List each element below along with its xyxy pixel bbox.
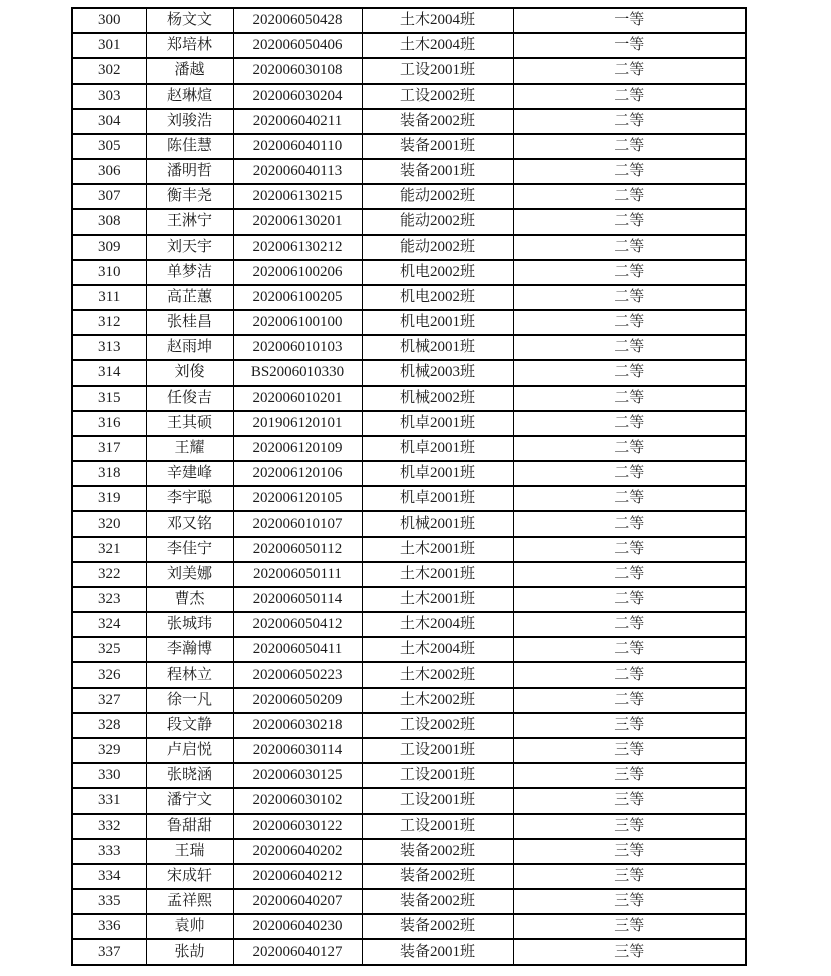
cell-award-level: 二等	[513, 335, 746, 360]
cell-student-id: 202006030102	[233, 788, 362, 813]
cell-class-name: 土木2004班	[362, 637, 513, 662]
cell-student-id: 202006010107	[233, 511, 362, 536]
table-row	[72, 738, 746, 763]
cell-class-name: 能动2002班	[362, 235, 513, 260]
cell-serial-number: 309	[72, 235, 146, 260]
cell-student-id: 202006050428	[233, 8, 362, 33]
cell-serial-number: 335	[72, 889, 146, 914]
table-row	[72, 360, 746, 385]
cell-class-name: 机械2002班	[362, 386, 513, 411]
table-row	[72, 889, 746, 914]
table-row	[72, 8, 746, 33]
cell-student-id: 202006130215	[233, 184, 362, 209]
cell-award-level: 二等	[513, 587, 746, 612]
cell-award-level: 三等	[513, 713, 746, 738]
cell-serial-number: 337	[72, 939, 146, 965]
cell-student-name: 衡丰尧	[146, 184, 233, 209]
table-row	[72, 587, 746, 612]
cell-class-name: 机械2003班	[362, 360, 513, 385]
cell-serial-number: 322	[72, 562, 146, 587]
cell-class-name: 工设2001班	[362, 763, 513, 788]
cell-serial-number: 302	[72, 58, 146, 83]
cell-student-id: 202006040207	[233, 889, 362, 914]
table-row	[72, 939, 746, 965]
cell-student-name: 潘越	[146, 58, 233, 83]
cell-student-id: 202006050411	[233, 637, 362, 662]
cell-class-name: 装备2001班	[362, 159, 513, 184]
cell-award-level: 二等	[513, 537, 746, 562]
table-row	[72, 436, 746, 461]
table-row	[72, 386, 746, 411]
cell-student-name: 段文静	[146, 713, 233, 738]
cell-award-level: 二等	[513, 84, 746, 109]
cell-student-name: 袁帅	[146, 914, 233, 939]
cell-class-name: 装备2001班	[362, 939, 513, 965]
cell-serial-number: 319	[72, 486, 146, 511]
cell-student-id: 202006050112	[233, 537, 362, 562]
cell-student-name: 鲁甜甜	[146, 814, 233, 839]
cell-award-level: 二等	[513, 562, 746, 587]
award-table-body	[72, 8, 746, 965]
cell-class-name: 机械2001班	[362, 335, 513, 360]
cell-student-id: 202006130212	[233, 235, 362, 260]
cell-award-level: 三等	[513, 889, 746, 914]
cell-class-name: 装备2001班	[362, 134, 513, 159]
cell-student-id: 202006100100	[233, 310, 362, 335]
table-row	[72, 411, 746, 436]
cell-student-id: 202006010103	[233, 335, 362, 360]
cell-serial-number: 310	[72, 260, 146, 285]
cell-student-name: 陈佳慧	[146, 134, 233, 159]
cell-student-name: 王淋宁	[146, 209, 233, 234]
table-row	[72, 612, 746, 637]
cell-serial-number: 330	[72, 763, 146, 788]
cell-class-name: 装备2002班	[362, 839, 513, 864]
cell-award-level: 二等	[513, 612, 746, 637]
table-row	[72, 662, 746, 687]
cell-student-name: 张桂昌	[146, 310, 233, 335]
cell-student-id: 202006010201	[233, 386, 362, 411]
cell-award-level: 三等	[513, 839, 746, 864]
cell-serial-number: 327	[72, 688, 146, 713]
cell-class-name: 土木2001班	[362, 537, 513, 562]
cell-student-id: 202006030125	[233, 763, 362, 788]
cell-serial-number: 332	[72, 814, 146, 839]
cell-award-level: 二等	[513, 637, 746, 662]
cell-student-id: 202006040113	[233, 159, 362, 184]
cell-award-level: 二等	[513, 260, 746, 285]
cell-student-name: 任俊吉	[146, 386, 233, 411]
cell-student-id: 202006120105	[233, 486, 362, 511]
cell-award-level: 二等	[513, 461, 746, 486]
cell-student-name: 单梦洁	[146, 260, 233, 285]
cell-student-name: 李佳宁	[146, 537, 233, 562]
cell-class-name: 土木2004班	[362, 612, 513, 637]
cell-class-name: 装备2002班	[362, 889, 513, 914]
cell-student-name: 刘美娜	[146, 562, 233, 587]
cell-student-id: 202006120106	[233, 461, 362, 486]
cell-award-level: 二等	[513, 310, 746, 335]
cell-award-level: 二等	[513, 360, 746, 385]
cell-serial-number: 329	[72, 738, 146, 763]
cell-student-id: 202006050412	[233, 612, 362, 637]
table-row	[72, 537, 746, 562]
cell-student-name: 辛建峰	[146, 461, 233, 486]
cell-student-name: 刘俊	[146, 360, 233, 385]
cell-serial-number: 336	[72, 914, 146, 939]
cell-award-level: 三等	[513, 814, 746, 839]
table-row	[72, 461, 746, 486]
cell-serial-number: 307	[72, 184, 146, 209]
table-row	[72, 209, 746, 234]
table-row	[72, 184, 746, 209]
table-row	[72, 159, 746, 184]
cell-award-level: 二等	[513, 511, 746, 536]
table-row	[72, 713, 746, 738]
cell-class-name: 机卓2001班	[362, 486, 513, 511]
cell-award-level: 二等	[513, 235, 746, 260]
cell-student-id: 202006040110	[233, 134, 362, 159]
cell-class-name: 工设2002班	[362, 713, 513, 738]
cell-serial-number: 323	[72, 587, 146, 612]
table-row	[72, 260, 746, 285]
cell-student-id: 202006120109	[233, 436, 362, 461]
cell-serial-number: 318	[72, 461, 146, 486]
cell-student-name: 郑培林	[146, 33, 233, 58]
cell-student-id: 202006040127	[233, 939, 362, 965]
table-row	[72, 788, 746, 813]
cell-award-level: 二等	[513, 486, 746, 511]
cell-student-id: 202006030122	[233, 814, 362, 839]
cell-award-level: 三等	[513, 914, 746, 939]
cell-class-name: 装备2002班	[362, 109, 513, 134]
cell-student-name: 杨文文	[146, 8, 233, 33]
cell-student-name: 邓又铭	[146, 511, 233, 536]
cell-class-name: 工设2001班	[362, 788, 513, 813]
table-row	[72, 864, 746, 889]
cell-student-name: 张劼	[146, 939, 233, 965]
cell-student-name: 孟祥熙	[146, 889, 233, 914]
cell-student-name: 徐一凡	[146, 688, 233, 713]
cell-class-name: 机电2002班	[362, 285, 513, 310]
table-row	[72, 763, 746, 788]
cell-award-level: 三等	[513, 864, 746, 889]
cell-class-name: 工设2002班	[362, 84, 513, 109]
table-row	[72, 58, 746, 83]
cell-serial-number: 325	[72, 637, 146, 662]
table-row	[72, 814, 746, 839]
cell-class-name: 工设2001班	[362, 58, 513, 83]
cell-student-id: 202006050114	[233, 587, 362, 612]
cell-student-name: 潘明哲	[146, 159, 233, 184]
cell-class-name: 工设2001班	[362, 738, 513, 763]
cell-class-name: 机卓2001班	[362, 411, 513, 436]
cell-student-name: 张晓涵	[146, 763, 233, 788]
cell-student-id: 202006040212	[233, 864, 362, 889]
table-row	[72, 235, 746, 260]
cell-serial-number: 311	[72, 285, 146, 310]
table-row	[72, 310, 746, 335]
table-row	[72, 562, 746, 587]
cell-serial-number: 312	[72, 310, 146, 335]
table-row	[72, 285, 746, 310]
cell-award-level: 二等	[513, 209, 746, 234]
cell-student-name: 刘天宇	[146, 235, 233, 260]
cell-class-name: 土木2004班	[362, 8, 513, 33]
cell-class-name: 机卓2001班	[362, 436, 513, 461]
cell-award-level: 三等	[513, 763, 746, 788]
cell-student-name: 曹杰	[146, 587, 233, 612]
cell-award-level: 三等	[513, 738, 746, 763]
cell-serial-number: 306	[72, 159, 146, 184]
award-table	[71, 7, 747, 966]
cell-award-level: 二等	[513, 386, 746, 411]
cell-award-level: 三等	[513, 788, 746, 813]
cell-student-id: 202006100205	[233, 285, 362, 310]
cell-student-id: 202006030114	[233, 738, 362, 763]
table-row	[72, 637, 746, 662]
cell-serial-number: 301	[72, 33, 146, 58]
cell-serial-number: 317	[72, 436, 146, 461]
cell-serial-number: 321	[72, 537, 146, 562]
table-row	[72, 84, 746, 109]
cell-award-level: 二等	[513, 159, 746, 184]
cell-student-id: 202006050209	[233, 688, 362, 713]
cell-serial-number: 314	[72, 360, 146, 385]
cell-student-id: 202006050406	[233, 33, 362, 58]
cell-student-name: 李宇聪	[146, 486, 233, 511]
table-row	[72, 688, 746, 713]
table-row	[72, 511, 746, 536]
cell-class-name: 能动2002班	[362, 209, 513, 234]
cell-student-id: 202006050223	[233, 662, 362, 687]
cell-student-name: 李瀚博	[146, 637, 233, 662]
cell-award-level: 二等	[513, 285, 746, 310]
cell-class-name: 工设2001班	[362, 814, 513, 839]
cell-student-name: 程林立	[146, 662, 233, 687]
cell-class-name: 机电2001班	[362, 310, 513, 335]
cell-student-id: 202006040202	[233, 839, 362, 864]
table-row	[72, 33, 746, 58]
cell-serial-number: 331	[72, 788, 146, 813]
cell-class-name: 机卓2001班	[362, 461, 513, 486]
cell-serial-number: 303	[72, 84, 146, 109]
cell-serial-number: 305	[72, 134, 146, 159]
cell-student-id: 202006030204	[233, 84, 362, 109]
cell-class-name: 土木2002班	[362, 688, 513, 713]
cell-serial-number: 315	[72, 386, 146, 411]
cell-serial-number: 320	[72, 511, 146, 536]
cell-award-level: 二等	[513, 662, 746, 687]
cell-student-name: 张城玮	[146, 612, 233, 637]
cell-student-name: 卢启悦	[146, 738, 233, 763]
cell-class-name: 机械2001班	[362, 511, 513, 536]
cell-student-id: 202006050111	[233, 562, 362, 587]
cell-award-level: 二等	[513, 184, 746, 209]
cell-student-name: 王其硕	[146, 411, 233, 436]
cell-student-id: BS2006010330	[233, 360, 362, 385]
cell-class-name: 土木2001班	[362, 562, 513, 587]
cell-class-name: 土木2002班	[362, 662, 513, 687]
cell-award-level: 二等	[513, 688, 746, 713]
cell-student-name: 宋成轩	[146, 864, 233, 889]
cell-student-name: 王瑞	[146, 839, 233, 864]
cell-award-level: 一等	[513, 33, 746, 58]
cell-award-level: 二等	[513, 134, 746, 159]
cell-student-name: 高芷蕙	[146, 285, 233, 310]
cell-student-name: 王耀	[146, 436, 233, 461]
cell-award-level: 二等	[513, 411, 746, 436]
cell-student-name: 潘宁文	[146, 788, 233, 813]
table-row	[72, 134, 746, 159]
cell-serial-number: 304	[72, 109, 146, 134]
cell-student-name: 赵雨坤	[146, 335, 233, 360]
cell-class-name: 土木2004班	[362, 33, 513, 58]
cell-serial-number: 333	[72, 839, 146, 864]
cell-award-level: 一等	[513, 8, 746, 33]
cell-award-level: 二等	[513, 58, 746, 83]
cell-serial-number: 300	[72, 8, 146, 33]
cell-serial-number: 308	[72, 209, 146, 234]
cell-student-id: 201906120101	[233, 411, 362, 436]
cell-serial-number: 313	[72, 335, 146, 360]
cell-student-name: 刘骏浩	[146, 109, 233, 134]
cell-award-level: 三等	[513, 939, 746, 965]
cell-serial-number: 334	[72, 864, 146, 889]
cell-serial-number: 316	[72, 411, 146, 436]
cell-serial-number: 326	[72, 662, 146, 687]
table-row	[72, 486, 746, 511]
cell-student-id: 202006030218	[233, 713, 362, 738]
cell-student-name: 赵琳煊	[146, 84, 233, 109]
cell-student-id: 202006040230	[233, 914, 362, 939]
cell-class-name: 机电2002班	[362, 260, 513, 285]
cell-serial-number: 328	[72, 713, 146, 738]
cell-class-name: 能动2002班	[362, 184, 513, 209]
cell-serial-number: 324	[72, 612, 146, 637]
table-row	[72, 839, 746, 864]
cell-class-name: 装备2002班	[362, 914, 513, 939]
table-row	[72, 335, 746, 360]
cell-award-level: 二等	[513, 436, 746, 461]
cell-award-level: 二等	[513, 109, 746, 134]
cell-class-name: 装备2002班	[362, 864, 513, 889]
cell-student-id: 202006030108	[233, 58, 362, 83]
cell-student-id: 202006130201	[233, 209, 362, 234]
table-row	[72, 109, 746, 134]
cell-class-name: 土木2001班	[362, 587, 513, 612]
table-row	[72, 914, 746, 939]
cell-student-id: 202006040211	[233, 109, 362, 134]
cell-student-id: 202006100206	[233, 260, 362, 285]
